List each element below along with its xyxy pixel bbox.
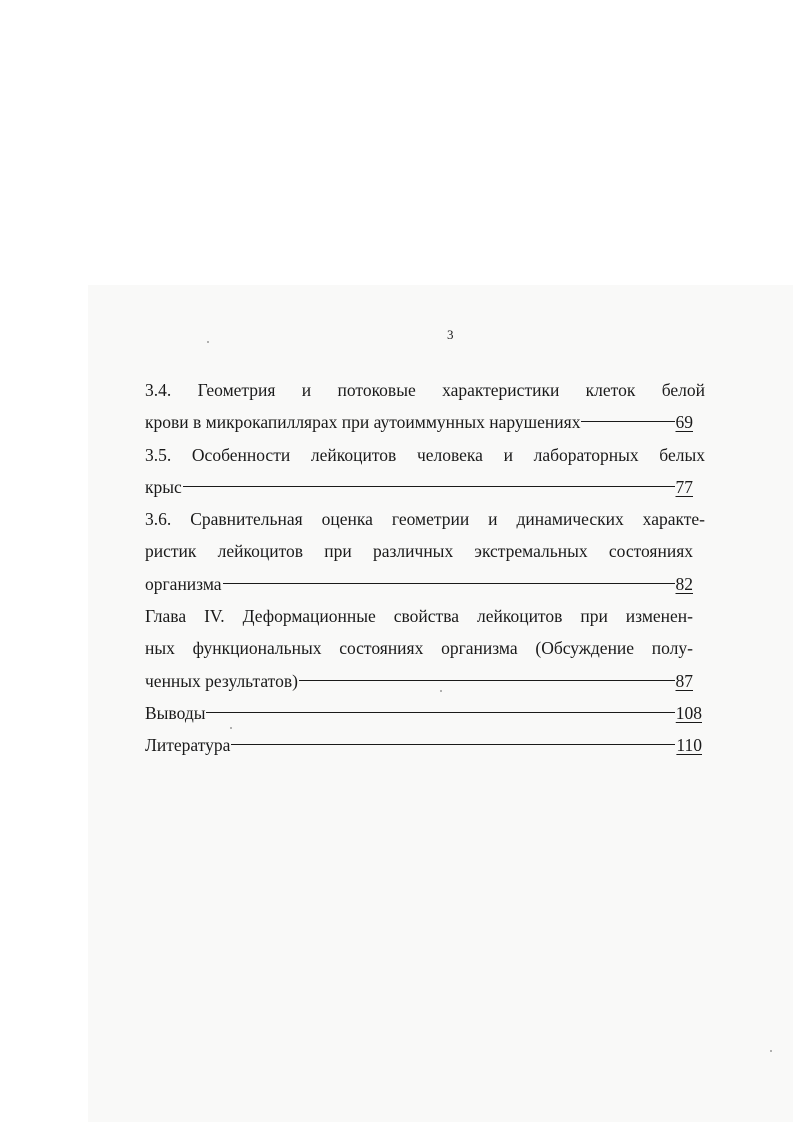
toc-entry-last-line: [145, 568, 693, 600]
dot-leader: [581, 420, 674, 422]
dot-leader: [183, 485, 675, 487]
toc-entry-text-line: организма: [145, 573, 222, 594]
toc-page-number: 108: [675, 702, 702, 723]
toc-entry-text-line: крови в микрокапиллярах при аутоиммунных нарушениях: [145, 412, 581, 433]
toc-entry-3-6[interactable]: [145, 503, 705, 600]
table-of-contents: [145, 374, 705, 762]
toc-entry-3-4[interactable]: [145, 374, 705, 439]
toc-entry-text-line: 3.5. Особенности лейкоцитов человека и лабораторных белых: [145, 444, 705, 465]
toc-entry-chapter-4[interactable]: [145, 600, 705, 697]
toc-entry-text-line: Глава IV. Деформационные свойства лейкоцитов при изменен-: [145, 606, 693, 627]
toc-page-number: 82: [675, 573, 693, 594]
scan-speck: [207, 341, 209, 343]
dot-leader: [223, 582, 675, 584]
toc-page-number: 69: [675, 412, 693, 433]
toc-page-number: 77: [675, 476, 693, 497]
toc-entry-conclusions[interactable]: [145, 697, 705, 729]
dot-leader: [231, 743, 675, 745]
page-number: 3: [447, 327, 454, 342]
toc-entry-text-line: ных функциональных состояниях организма (Обсуждение полу-: [145, 638, 693, 659]
toc-entry-last-line: [145, 697, 702, 729]
toc-entry-last-line: [145, 406, 693, 438]
toc-entry-3-5[interactable]: [145, 439, 705, 504]
toc-entry-literature[interactable]: [145, 729, 705, 761]
toc-entry-text-line: ристик лейкоцитов при различных экстремальных состояниях: [145, 541, 693, 562]
toc-entry-last-line: [145, 729, 702, 761]
toc-entry-last-line: [145, 471, 693, 503]
toc-entry-last-line: [145, 665, 693, 697]
toc-entry-text-line: Выводы: [145, 702, 206, 723]
toc-entry-text-line: крыс: [145, 476, 182, 497]
toc-entry-text-line: 3.6. Сравнительная оценка геометрии и динамических характе-: [145, 509, 705, 530]
dot-leader: [299, 679, 675, 681]
toc-entry-text-line: ченных результатов): [145, 670, 298, 691]
toc-page-number: 87: [675, 670, 693, 691]
toc-page-number: 110: [676, 735, 702, 756]
toc-entry-text-line: Литература: [145, 735, 231, 756]
toc-entry-text-line: 3.4. Геометрия и потоковые характеристики клеток белой: [145, 380, 705, 400]
scan-speck: [770, 1050, 772, 1052]
dot-leader: [206, 711, 674, 713]
